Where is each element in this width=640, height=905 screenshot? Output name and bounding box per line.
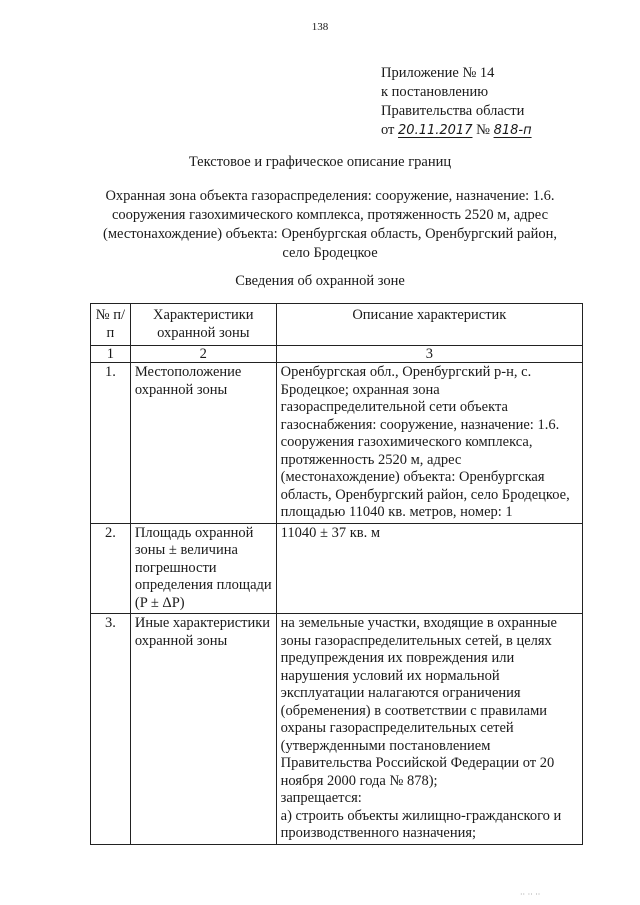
table-row (91, 614, 583, 845)
scan-mark: ·· ·· ·· (520, 890, 541, 899)
index-cell: 1 (91, 346, 131, 363)
number-prefix: № (476, 122, 490, 138)
appendix-date-line (381, 121, 532, 140)
appendix-line-1: Приложение № 14 (381, 65, 495, 81)
row-description-prohibited: запрещается: (280, 790, 362, 806)
row-characteristic: Площадь охранной зоны ± величина погрешности определения площади (P ± ΔP) (130, 523, 276, 614)
document-title: Текстовое и графическое описание границ (188, 154, 452, 170)
appendix-line-3: Правительства области (381, 103, 525, 119)
table-row (91, 523, 583, 614)
header-description: Описание характеристик (276, 304, 582, 346)
page-number: 138 (311, 21, 329, 33)
row-number: 3. (91, 614, 131, 845)
row-description: на земельные участки, входящие в охранные зоны газораспределительных сетей, в целях предупреждения их повреждения или нарушения условий их нормальной эксплуатации налагаются ограничения (обременения) в соответствии с правилами охраны газораспределительных сетей (утвержденными постановлением Правительства Российской Федерации от 20 ноября 2000 года № 878); (280, 615, 557, 789)
table-index-row (91, 346, 583, 363)
appendix-block (381, 64, 532, 140)
handwritten-number: 818-п (493, 123, 532, 138)
date-prefix: от (381, 122, 395, 138)
section-subtitle: Сведения об охранной зоне (235, 273, 405, 289)
index-cell: 3 (276, 346, 582, 363)
row-description: Оренбургская обл., Оренбургский р-н, с. Бродецкое; охранная зона газораспределительной сети объекта газоснабжения: сооружение, назначение: 1.6. сооружения газохимического комплекса, протяженность 2520 м, адрес (местонахождение) объекта: Оренбургская область, Оренбургский район, село Бродецкое, площадью 11040 кв. метров, номер: 1 (276, 363, 582, 524)
table-header-row (91, 304, 583, 346)
object-description: Охранная зона объекта газораспределения: сооружение, назначение: 1.6. сооружения газохимического комплекса, протяженность 2520 м, адрес (местонахождение) объекта: Оренбургская область, Оренбургский район, село Бродецкое (103, 188, 557, 261)
row-description-item-a: а) строить объекты жилищно-гражданского и производственного назначения; (280, 807, 562, 841)
handwritten-date: 20.11.2017 (398, 123, 473, 138)
protection-zone-table (90, 303, 583, 845)
row-number: 1. (91, 363, 131, 524)
table-row (91, 363, 583, 524)
row-characteristic: Местоположение охранной зоны (130, 363, 276, 524)
row-number: 2. (91, 523, 131, 614)
index-cell: 2 (130, 346, 276, 363)
row-characteristic: Иные характеристики охранной зоны (130, 614, 276, 845)
row-description: 11040 ± 37 кв. м (276, 523, 582, 614)
row-description-cell (276, 614, 582, 845)
appendix-line-2: к постановлению (381, 84, 489, 100)
header-number: № п/п (91, 304, 131, 346)
header-characteristics: Характеристики охранной зоны (130, 304, 276, 346)
